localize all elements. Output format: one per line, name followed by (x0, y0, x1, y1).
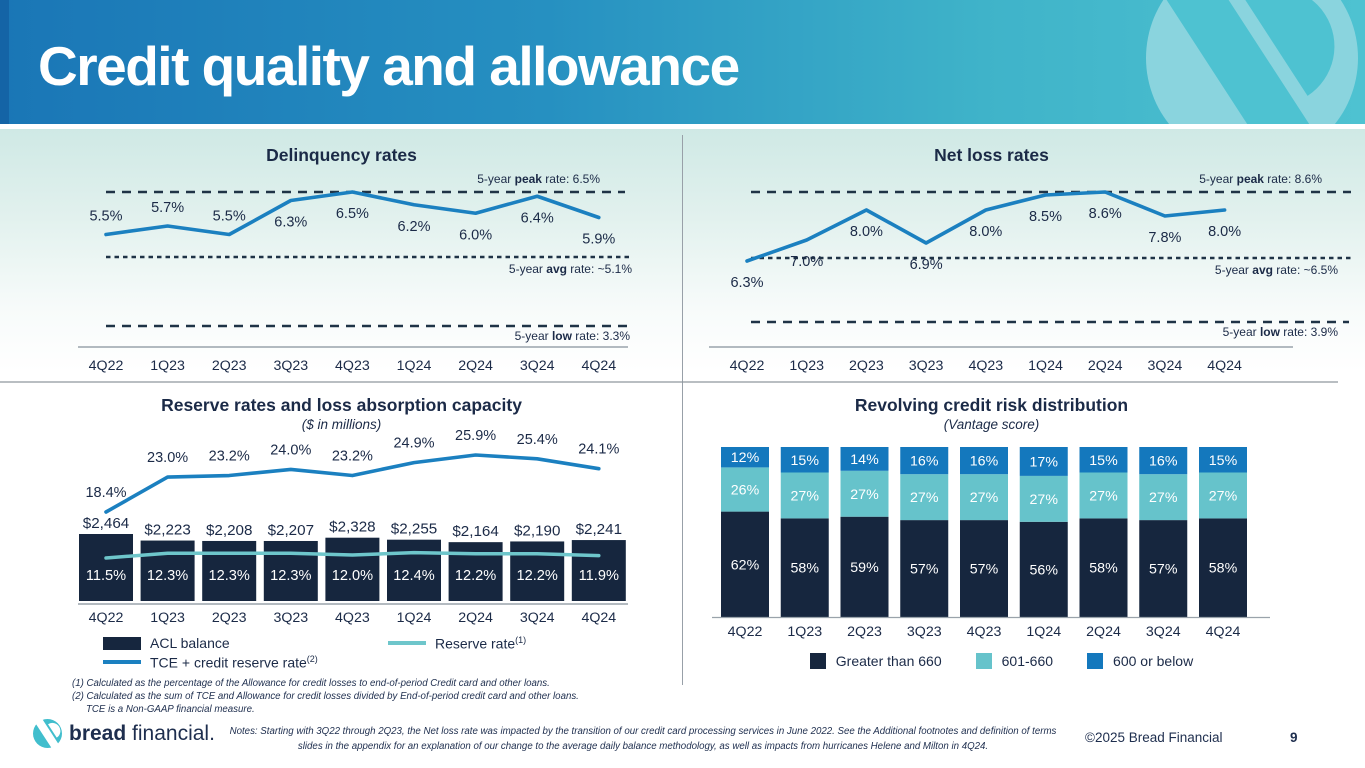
svg-text:11.9%: 11.9% (578, 568, 619, 584)
svg-text:4Q24: 4Q24 (581, 610, 617, 626)
footnote-3: TCE is a Non-GAAP financial measure. (86, 704, 255, 715)
risk-legend (660, 653, 1343, 669)
footnote-1: (1) Calculated as the percentage of the Allowance for credit losses to end-of-period Credit card and other loans. (72, 678, 550, 689)
svg-text:4Q24: 4Q24 (581, 358, 617, 374)
svg-text:8.0%: 8.0% (969, 224, 1003, 240)
svg-text:1Q24: 1Q24 (396, 358, 432, 374)
svg-text:12.3%: 12.3% (270, 568, 312, 584)
legend-swatch-reserve-line-icon (388, 641, 426, 645)
brand-logo-icon (33, 719, 62, 748)
svg-text:27%: 27% (1208, 488, 1238, 505)
svg-text:4Q22: 4Q22 (727, 624, 763, 640)
svg-text:24.1%: 24.1% (578, 441, 620, 458)
legend-item-601-660: 601-660 (976, 653, 1053, 669)
svg-text:27%: 27% (850, 486, 879, 503)
svg-text:5-year low rate: 3.3%: 5-year low rate: 3.3% (514, 329, 630, 343)
svg-text:25.9%: 25.9% (455, 428, 497, 444)
svg-text:15%: 15% (790, 452, 819, 469)
svg-text:2Q23: 2Q23 (211, 358, 247, 374)
chart-title-netloss: Net loss rates (934, 145, 1049, 165)
legend-swatch-teal-icon (976, 653, 992, 669)
svg-text:$2,164: $2,164 (452, 523, 499, 541)
svg-text:2Q23: 2Q23 (849, 358, 884, 374)
svg-text:4Q23: 4Q23 (966, 624, 1002, 640)
svg-text:1Q23: 1Q23 (150, 358, 185, 374)
content-area (0, 129, 1365, 768)
svg-text:5-year avg rate: ~5.1%: 5-year avg rate: ~5.1% (508, 262, 632, 276)
svg-text:27%: 27% (910, 490, 939, 507)
svg-text:5.9%: 5.9% (582, 231, 616, 248)
svg-text:58%: 58% (1089, 560, 1118, 577)
svg-text:$2,328: $2,328 (329, 518, 376, 536)
svg-text:5.5%: 5.5% (212, 208, 246, 225)
svg-text:27%: 27% (1089, 488, 1118, 505)
svg-text:2Q24: 2Q24 (1087, 358, 1123, 374)
svg-text:16%: 16% (1149, 453, 1178, 470)
svg-text:1Q24: 1Q24 (1028, 358, 1063, 374)
svg-text:1Q23: 1Q23 (150, 610, 185, 626)
svg-text:6.9%: 6.9% (909, 257, 943, 273)
legend-swatch-tce-line-icon (103, 660, 141, 664)
svg-text:8.0%: 8.0% (849, 224, 883, 240)
svg-text:58%: 58% (1208, 560, 1238, 577)
chart-title-delinquency: Delinquency rates (266, 145, 417, 165)
svg-text:3Q23: 3Q23 (908, 358, 944, 374)
svg-text:27%: 27% (1149, 490, 1178, 507)
chart-subtitle-reserve: ($ in millions) (301, 417, 382, 432)
svg-text:3Q24: 3Q24 (1147, 358, 1183, 374)
header (0, 0, 1365, 124)
svg-text:6.3%: 6.3% (274, 214, 308, 231)
svg-text:18.4%: 18.4% (85, 485, 127, 501)
legend-item-tce-reserve-rate (103, 654, 318, 671)
svg-text:3Q24: 3Q24 (1145, 624, 1181, 640)
svg-text:12.2%: 12.2% (454, 568, 497, 584)
svg-text:11.5%: 11.5% (85, 568, 127, 584)
svg-text:12.4%: 12.4% (393, 568, 435, 584)
svg-text:23.2%: 23.2% (208, 448, 250, 465)
legend-swatch-acl-icon (103, 637, 141, 650)
svg-text:7.8%: 7.8% (1148, 230, 1182, 246)
svg-text:8.5%: 8.5% (1028, 209, 1063, 225)
svg-text:17%: 17% (1029, 454, 1058, 471)
svg-text:14%: 14% (850, 451, 879, 468)
legend-label: TCE + credit reserve rate$^{(2)}$ (150, 654, 318, 671)
svg-text:6.3%: 6.3% (730, 275, 764, 291)
brand-monogram-icon (1140, 0, 1365, 124)
svg-text:27%: 27% (969, 490, 999, 507)
footnotes (72, 677, 579, 716)
page-number: 9 (1290, 730, 1298, 745)
svg-text:$2,190: $2,190 (513, 522, 561, 540)
svg-text:3Q23: 3Q23 (273, 358, 309, 374)
svg-text:23.2%: 23.2% (331, 448, 373, 465)
svg-text:3Q24: 3Q24 (519, 610, 555, 626)
svg-text:$2,207: $2,207 (267, 521, 315, 539)
page-title: Credit quality and allowance (38, 35, 739, 97)
svg-text:1Q23: 1Q23 (787, 624, 823, 640)
svg-text:2Q23: 2Q23 (847, 624, 882, 640)
svg-text:56%: 56% (1029, 562, 1058, 579)
svg-text:4Q23: 4Q23 (335, 358, 370, 374)
svg-text:57%: 57% (1149, 561, 1178, 578)
header-edge-strip (0, 0, 9, 124)
chart-title-risk: Revolving credit risk distribution (854, 395, 1129, 415)
svg-text:4Q24: 4Q24 (1207, 358, 1242, 374)
svg-text:27%: 27% (790, 488, 819, 505)
legend-label: Reserve rate$^{(1)}$ (435, 635, 527, 652)
svg-text:$2,241: $2,241 (575, 521, 623, 539)
svg-text:$2,464: $2,464 (82, 515, 130, 532)
svg-text:12.0%: 12.0% (331, 568, 374, 584)
svg-text:$2,255: $2,255 (390, 520, 438, 538)
svg-text:12.3%: 12.3% (208, 568, 250, 584)
svg-text:3Q23: 3Q23 (273, 610, 309, 626)
svg-text:8.0%: 8.0% (1208, 224, 1242, 240)
svg-text:5-year low rate: 3.9%: 5-year low rate: 3.9% (1222, 325, 1338, 339)
footer-notes: Notes: Starting with 3Q22 through 2Q23, the Net loss rate was impacted by the transition of our credit card processing services in June 2022. See the Additional footnotes and definition of terms slides in the appendix for an explanation of our change to the average daily balance methodology, as well as impacts from hurricanes Helene and Milton in 4Q24. (229, 726, 1057, 752)
svg-text:3Q23: 3Q23 (906, 624, 942, 640)
svg-text:1Q23: 1Q23 (789, 358, 825, 374)
svg-text:57%: 57% (969, 561, 999, 578)
legend-item-600-below: 600 or below (1087, 653, 1193, 669)
svg-text:3Q24: 3Q24 (519, 358, 555, 374)
svg-text:12.2%: 12.2% (516, 568, 558, 584)
legend-item-greater-660: Greater than 660 (810, 653, 942, 669)
svg-text:16%: 16% (910, 453, 939, 470)
svg-text:24.9%: 24.9% (393, 435, 435, 452)
svg-text:6.5%: 6.5% (335, 206, 369, 222)
svg-text:6.4%: 6.4% (520, 210, 554, 227)
svg-text:57%: 57% (910, 561, 939, 578)
svg-text:1Q24: 1Q24 (396, 610, 432, 626)
svg-text:16%: 16% (969, 453, 999, 470)
svg-text:12.3%: 12.3% (146, 568, 189, 584)
footer-copyright: ©2025 Bread Financial (1085, 730, 1223, 745)
legend-item-acl-balance (103, 635, 230, 651)
svg-text:24.0%: 24.0% (270, 442, 312, 459)
svg-text:15%: 15% (1089, 452, 1118, 469)
chart-subtitle-risk: (Vantage score) (943, 417, 1040, 432)
brand-logo (33, 719, 215, 748)
legend-item-reserve-rate (388, 635, 526, 652)
svg-text:5-year peak rate: 8.6%: 5-year peak rate: 8.6% (1199, 172, 1322, 186)
chart-title-reserve: Reserve rates and loss absorption capacity (161, 395, 522, 415)
svg-text:15%: 15% (1208, 452, 1238, 469)
svg-text:7.0%: 7.0% (790, 254, 824, 270)
legend-label: ACL balance (150, 635, 230, 651)
svg-text:5-year avg rate: ~6.5%: 5-year avg rate: ~6.5% (1214, 263, 1338, 277)
svg-text:2Q23: 2Q23 (211, 610, 247, 626)
svg-text:2Q24: 2Q24 (458, 610, 493, 626)
svg-text:62%: 62% (730, 557, 760, 574)
footnote-2: (2) Calculated as the sum of TCE and Allowance for credit losses divided by End-of-period credit card and other loans. (72, 691, 579, 702)
svg-text:4Q23: 4Q23 (335, 610, 370, 626)
legend-swatch-blue-icon (1087, 653, 1103, 669)
svg-text:4Q23: 4Q23 (968, 358, 1004, 374)
svg-text:6.2%: 6.2% (397, 218, 431, 235)
svg-text:12%: 12% (730, 450, 760, 467)
svg-text:2Q24: 2Q24 (1086, 624, 1121, 640)
svg-text:27%: 27% (1029, 491, 1058, 508)
brand-wordmark: bread financial. (69, 721, 215, 745)
svg-text:$2,208: $2,208 (205, 521, 253, 539)
charts-canvas (0, 129, 1365, 768)
svg-text:25.4%: 25.4% (516, 431, 558, 448)
svg-text:1Q24: 1Q24 (1026, 624, 1062, 640)
svg-text:59%: 59% (850, 559, 879, 576)
svg-text:23.0%: 23.0% (147, 450, 189, 467)
svg-text:5.5%: 5.5% (89, 208, 123, 225)
svg-text:4Q24: 4Q24 (1205, 624, 1241, 640)
svg-text:8.6%: 8.6% (1088, 206, 1122, 222)
svg-text:4Q22: 4Q22 (88, 358, 124, 374)
svg-text:26%: 26% (730, 482, 760, 499)
svg-text:5.7%: 5.7% (151, 200, 185, 216)
svg-text:$2,223: $2,223 (144, 521, 191, 539)
svg-text:6.0%: 6.0% (459, 227, 493, 244)
svg-text:2Q24: 2Q24 (458, 358, 493, 374)
svg-text:5-year peak rate: 6.5%: 5-year peak rate: 6.5% (477, 172, 600, 186)
legend-swatch-navy-icon (810, 653, 826, 669)
svg-text:4Q22: 4Q22 (729, 358, 765, 374)
svg-text:58%: 58% (790, 560, 819, 577)
svg-text:4Q22: 4Q22 (88, 610, 124, 626)
